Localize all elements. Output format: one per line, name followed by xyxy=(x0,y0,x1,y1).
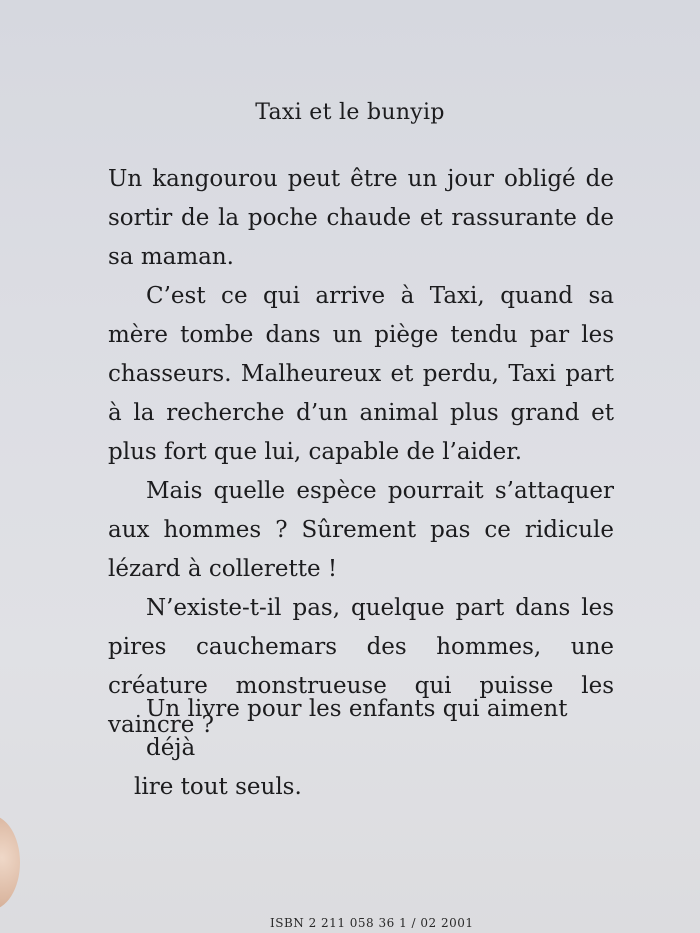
audience-note-line-1: Un livre pour les enfants qui aiment déjà xyxy=(146,696,568,761)
audience-note-line-2: lire tout seuls. xyxy=(134,774,302,800)
blurb-paragraph-4: N’existe-t-il pas, quelque part dans les pires cauchemars des hommes, une créature monstrueuse qui puisse les vaincre ? xyxy=(108,595,614,738)
blurb-paragraph-1: Un kangourou peut être un jour obligé de sortir de la poche chaude et rassurante de sa maman. xyxy=(108,166,614,270)
audience-note xyxy=(134,690,606,807)
blurb-paragraph-3: Mais quelle espèce pourrait s’attaquer aux hommes ? Sûrement pas ce ridicule lézard à collerette ! xyxy=(108,478,614,582)
blurb-paragraph-2: C’est ce qui arrive à Taxi, quand sa mère tombe dans un piège tendu par les chasseurs. Malheureux et perdu, Taxi part à la recherche d’un animal plus grand et plus fort que lui, capable de l’aider. xyxy=(108,283,614,465)
isbn-number: ISBN 2 211 058 36 1 / 02 2001 xyxy=(270,916,474,930)
book-title: Taxi et le bunyip xyxy=(255,100,445,125)
finger-photo-edge xyxy=(0,815,20,910)
blurb xyxy=(108,160,614,745)
